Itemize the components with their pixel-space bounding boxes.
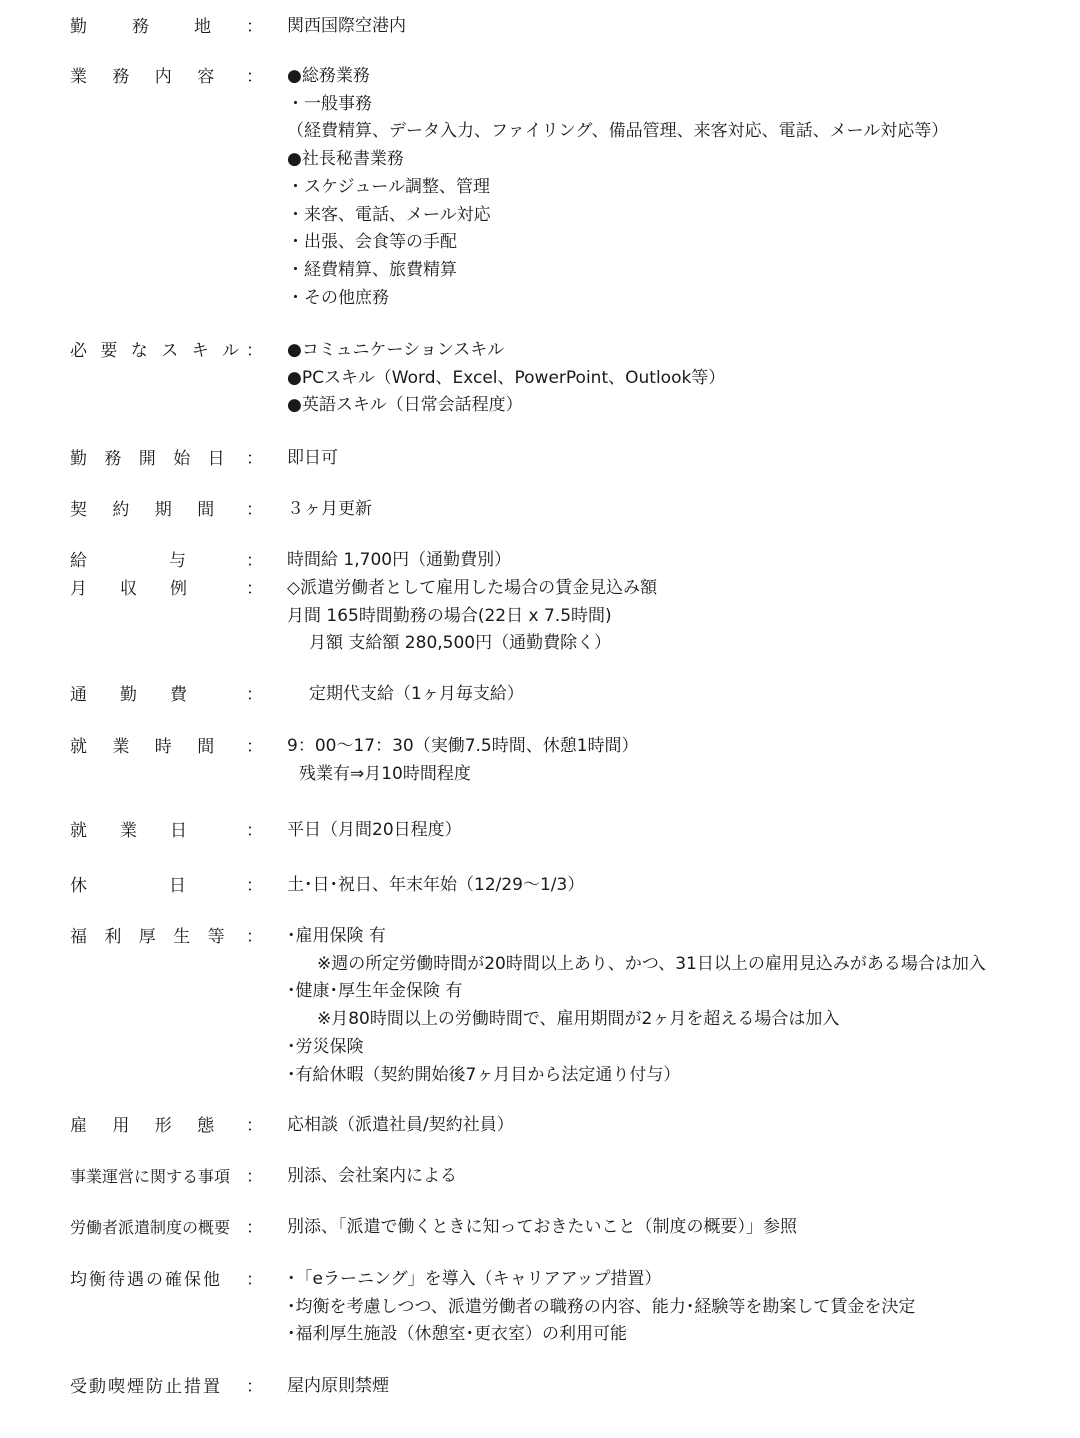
start-date-value [287,445,1067,473]
monthly-income-label: 月 収 例 [70,579,195,599]
job-description-line: ・出張、会食等の手配 [287,232,457,253]
commute-label: 通 勤 費 [70,685,195,705]
employment-type-label: 雇 用 形 態 [70,1116,225,1136]
salary-value [287,547,1067,575]
welfare-value [287,923,1067,1089]
job-description-line: （経費精算、データ入力、ファイリング、備品管理、来客対応、電話、メール対応等） [287,121,949,142]
smoking-prevention-value [287,1373,1067,1401]
working-hours-value [287,733,1067,788]
job-description-line: ●社長秘書業務 [287,149,404,170]
job-description-value [287,63,1067,312]
job-description-line: ・来客、電話、メール対応 [287,204,491,225]
dispatch-system-value [287,1214,1067,1242]
salary-colon: ： [246,551,263,571]
monthly-income-line: 月額 支給額 280,500円（通勤費除く） [309,633,612,654]
required-skills-line: ●英語スキル（日常会話程度） [287,395,523,416]
job-description-line: ・経費精算、旅費精算 [287,259,457,280]
work-location-colon: ： [246,17,263,37]
start-date-label: 勤 務 開 始 日 [70,449,231,469]
working-hours-line: 残業有⇒月10時間程度 [299,763,471,784]
working-days-colon: ： [246,821,263,841]
welfare-line: ※月80時間以上の労働時間で、雇用期間が2ヶ月を超える場合は加入 [317,1009,840,1030]
working-hours-colon: ： [246,737,263,757]
equal-treatment-line: ･均衡を考慮しつつ、派遣労働者の職務の内容、能力･経験等を勘案して賃金を決定 [287,1296,916,1317]
monthly-income-line: 月間 165時間勤務の場合(22日 x 7.5時間) [287,605,612,626]
smoking-prevention-line: 屋内原則禁煙 [287,1376,389,1396]
smoking-prevention-label: 受動喫煙防止措置 [70,1377,222,1397]
welfare-colon: ： [246,927,263,947]
start-date-colon: ： [246,449,263,469]
contract-period-value [287,496,1067,524]
welfare-line: ･有給休暇（契約開始後7ヶ月目から法定通り付与） [287,1064,681,1085]
holidays-label: 休 日 [70,876,202,896]
holidays-line: 土･日･祝日、年末年始（12/29〜1/3） [287,875,585,895]
equal-treatment-value [287,1266,1067,1349]
contract-period-colon: ： [246,500,263,520]
holidays-colon: ： [246,876,263,896]
work-location-line: 関西国際空港内 [287,16,406,36]
dispatch-system-line: 別添、「派遣で働くときに知っておきたいこと（制度の概要）」参照 [287,1217,797,1237]
equal-treatment-line: ･福利厚生施設（休憩室･更衣室）の利用可能 [287,1324,627,1345]
working-days-value [287,817,1067,845]
job-description-line: ●総務業務 [287,66,370,86]
required-skills-line: ●コミュニケーションスキル [287,340,505,360]
job-description-line: ・一般事務 [287,93,372,114]
work-location-label: 勤 務 地 [70,17,225,37]
business-operation-label: 事業運営に関する事項 [70,1167,231,1186]
welfare-label: 福 利 厚 生 等 [70,927,231,947]
equal-treatment-colon: ： [246,1270,263,1290]
equal-treatment-label: 均衡待遇の確保他 [70,1270,222,1290]
monthly-income-line: ◇派遣労働者として雇用した場合の賃金見込み額 [287,578,658,598]
salary-line: 時間給 1,700円（通勤費別） [287,550,512,570]
job-description-label: 業 務 内 容 [70,67,225,87]
monthly-income-value [287,575,1067,658]
job-description-colon: ： [246,67,263,87]
working-days-line: 平日（月間20日程度） [287,820,462,840]
job-description-line: ・その他庶務 [287,287,389,308]
dispatch-system-label: 労働者派遣制度の概要 [70,1218,231,1237]
start-date-line: 即日可 [287,448,338,468]
working-hours-label: 就 業 時 間 [70,737,225,757]
employment-type-value [287,1112,1067,1140]
dispatch-system-colon: ： [246,1218,263,1238]
welfare-line: ･健康･厚生年金保険 有 [287,981,463,1002]
welfare-line: ※週の所定労働時間が20時間以上あり、かつ、31日以上の雇用見込みがある場合は加入 [317,953,986,974]
working-days-label: 就 業 日 [70,821,195,841]
smoking-prevention-colon: ： [246,1377,263,1397]
business-operation-colon: ： [246,1167,263,1187]
employment-type-colon: ： [246,1116,263,1136]
commute-value [287,681,1067,709]
welfare-line: ･雇用保険 有 [287,926,386,946]
required-skills-colon: ： [246,341,263,361]
required-skills-line: ●PCスキル（Word、Excel、PowerPoint、Outlook等） [287,367,726,388]
monthly-income-colon: ： [246,579,263,599]
work-location-value [287,13,1067,41]
equal-treatment-line: ･「eラーニング」を導入（キャリアアップ措置） [287,1269,662,1289]
commute-line: 定期代支給（1ヶ月毎支給） [309,684,524,704]
business-operation-line: 別添、会社案内による [287,1166,457,1186]
business-operation-value [287,1163,1067,1191]
required-skills-value [287,337,1067,420]
contract-period-line: ３ヶ月更新 [287,499,372,519]
employment-type-line: 応相談（派遣社員/契約社員） [287,1115,514,1135]
required-skills-label: 必 要 な ス キ ル [70,341,244,361]
holidays-value [287,872,1067,900]
commute-colon: ： [246,685,263,705]
contract-period-label: 契 約 期 間 [70,500,225,520]
job-description-line: ・スケジュール調整、管理 [287,176,490,197]
salary-label: 給 与 [70,551,202,571]
working-hours-line: 9：00〜17：30（実働7.5時間、休憩1時間） [287,736,639,756]
welfare-line: ･労災保険 [287,1036,364,1057]
